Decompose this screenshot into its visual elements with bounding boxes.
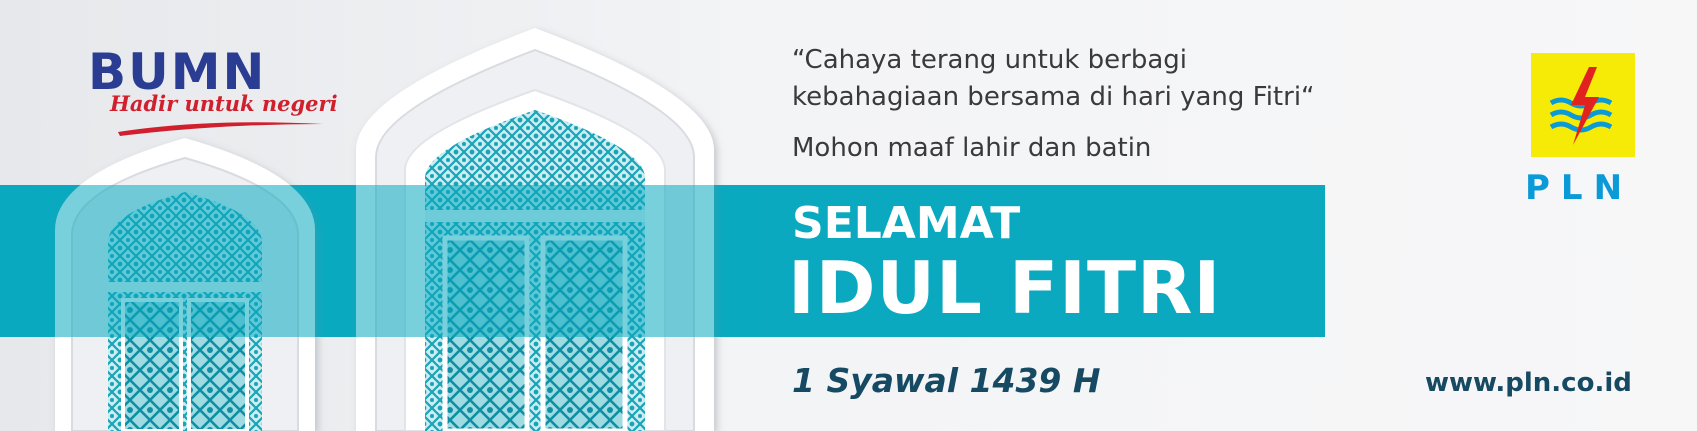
selamat-heading: SELAMAT: [792, 198, 1021, 249]
bumn-logo: [88, 43, 348, 136]
greeting-quote: [792, 42, 1315, 116]
pln-wordmark: PLN: [1525, 168, 1634, 208]
website-url: www.pln.co.id: [1425, 368, 1632, 398]
bumn-tagline: Hadir untuk negeri: [110, 91, 338, 116]
lightning-bolt-icon: [1531, 53, 1635, 157]
quote-line-2: kebahagiaan bersama di hari yang Fitri“: [792, 82, 1315, 112]
bumn-swoosh-icon: [88, 116, 328, 138]
pln-logo: [1531, 53, 1635, 157]
apology-text: Mohon maaf lahir dan batin: [792, 133, 1152, 163]
hijri-date: 1 Syawal 1439 H: [792, 361, 1101, 400]
bumn-wordmark: BUMN: [88, 43, 267, 101]
idul-fitri-heading: IDUL FITRI: [788, 246, 1222, 330]
quote-line-1: “Cahaya terang untuk berbagi: [792, 45, 1187, 75]
